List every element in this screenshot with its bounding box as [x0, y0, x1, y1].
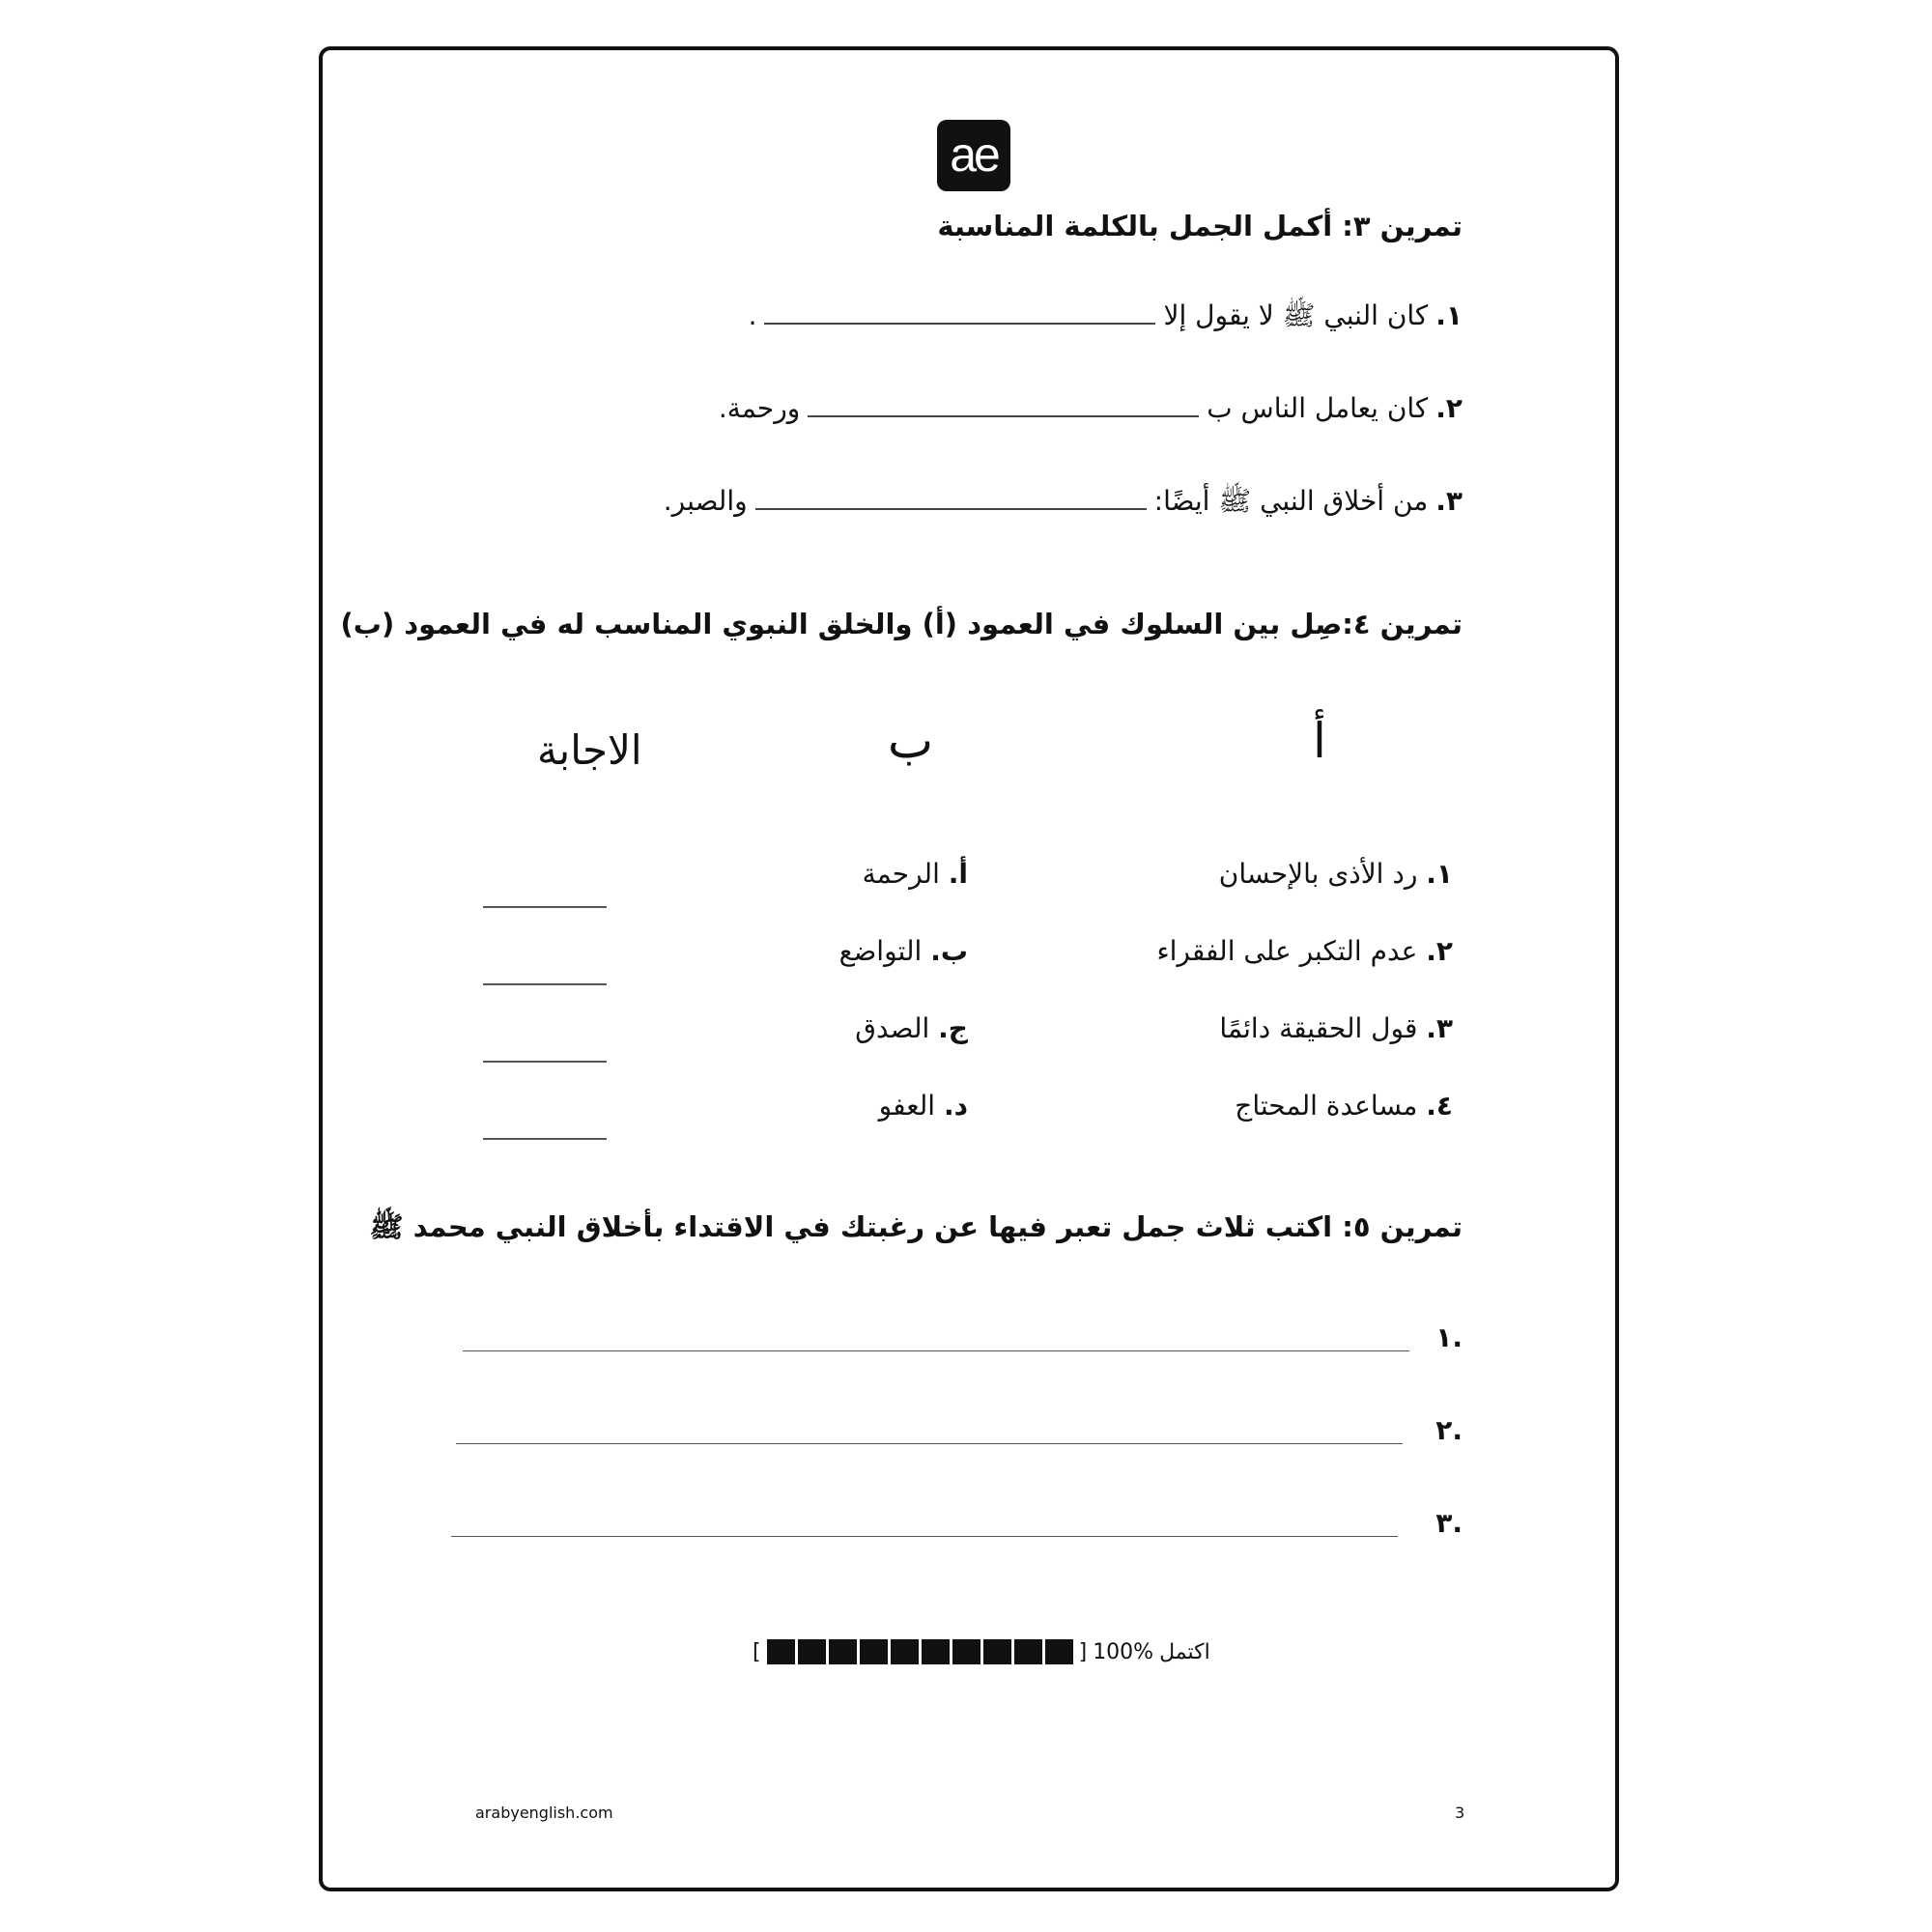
match-a-item-1 [1219, 858, 1453, 890]
option-letter: د. [943, 1090, 968, 1122]
footer-website: arabyenglish.com [475, 1804, 613, 1822]
match-b-item-1 [863, 858, 968, 890]
sentence-line-2[interactable] [456, 1443, 1403, 1444]
item-text-after: والصبر. [663, 485, 748, 517]
sentence-number-3: ٣. [1435, 1507, 1463, 1539]
completion-progress [753, 1639, 1210, 1664]
trait-text: التواضع [838, 935, 923, 967]
sentence-line-3[interactable] [451, 1536, 1398, 1537]
match-a-item-3 [1219, 1012, 1453, 1044]
item-number: ١. [1435, 299, 1463, 331]
fill-blank-1[interactable] [764, 322, 1155, 325]
progress-segment [1014, 1639, 1042, 1664]
sentence-number-1: ١. [1435, 1321, 1463, 1353]
exercise3-item-1 [749, 299, 1463, 338]
progress-segment [829, 1639, 857, 1664]
trait-text: الصدق [855, 1012, 930, 1044]
progress-segment [891, 1639, 919, 1664]
worksheet-page [319, 46, 1619, 1891]
row-number: ١. [1426, 858, 1453, 890]
trait-text: الرحمة [862, 858, 940, 890]
exercise3-item-3 [664, 485, 1463, 524]
progress-percent: 100% [1093, 1639, 1154, 1664]
trait-text: العفو [878, 1090, 936, 1122]
progress-segment [952, 1639, 980, 1664]
column-b-header: ب [888, 713, 934, 769]
behavior-text: قول الحقيقة دائمًا [1219, 1012, 1418, 1044]
progress-segment [922, 1639, 950, 1664]
match-a-item-2 [1156, 935, 1453, 967]
answer-blank-2[interactable] [483, 983, 607, 985]
progress-segment [983, 1639, 1011, 1664]
logo-text: ae [950, 128, 998, 182]
answer-blank-3[interactable] [483, 1061, 607, 1063]
option-letter: ج. [938, 1012, 968, 1044]
progress-segment [860, 1639, 888, 1664]
item-text-before: كان يعامل الناس ب [1207, 392, 1429, 424]
progress-close-bracket: ] [1078, 1639, 1088, 1664]
match-b-item-4 [879, 1090, 968, 1122]
progress-segment [767, 1639, 795, 1664]
progress-bar [767, 1639, 1073, 1664]
exercise5-heading: تمرين ٥: اكتب ثلاث جمل تعبر فيها عن رغبتك في الاقتداء بأخلاق النبي محمد ﷺ [369, 1210, 1463, 1243]
sentence-line-1[interactable] [463, 1350, 1409, 1351]
item-text-before: كان النبي ﷺ لا يقول إلا [1163, 299, 1429, 331]
behavior-text: عدم التكبر على الفقراء [1156, 935, 1418, 967]
exercise4-heading: تمرين ٤:صِل بين السلوك في العمود (أ) والخلق النبوي المناسب له في العمود (ب) [340, 608, 1463, 640]
match-b-item-2 [839, 935, 968, 967]
behavior-text: مساعدة المحتاج [1235, 1090, 1418, 1122]
progress-label: اكتمل [1159, 1639, 1210, 1664]
progress-segment [798, 1639, 826, 1664]
behavior-text: رد الأذى بالإحسان [1218, 858, 1418, 890]
option-letter: ب. [930, 935, 968, 967]
column-answer-header: الاجابة [537, 726, 642, 774]
row-number: ٢. [1426, 935, 1453, 967]
answer-blank-4[interactable] [483, 1138, 607, 1140]
row-number: ٣. [1426, 1012, 1453, 1044]
column-a-header: أ [1313, 713, 1326, 769]
row-number: ٤. [1426, 1090, 1453, 1122]
progress-segment [1045, 1639, 1073, 1664]
fill-blank-3[interactable] [755, 507, 1147, 510]
item-text-before: من أخلاق النبي ﷺ أيضًا: [1153, 485, 1429, 517]
item-number: ٢. [1435, 392, 1463, 424]
logo-icon [937, 120, 1010, 191]
footer-page-number: 3 [1455, 1804, 1465, 1822]
sentence-number-2: ٢. [1435, 1414, 1463, 1446]
item-number: ٣. [1435, 485, 1463, 517]
exercise3-item-2 [719, 392, 1463, 424]
progress-open-bracket: [ [753, 1639, 761, 1664]
item-text-after: ورحمة. [718, 392, 801, 424]
fill-blank-2[interactable] [808, 414, 1199, 417]
exercise3-heading: تمرين ٣: أكمل الجمل بالكلمة المناسبة [937, 210, 1463, 242]
match-a-item-4 [1235, 1090, 1453, 1122]
answer-blank-1[interactable] [483, 906, 607, 908]
option-letter: أ. [948, 858, 968, 890]
match-b-item-3 [855, 1012, 968, 1044]
item-text-after: . [748, 299, 757, 331]
